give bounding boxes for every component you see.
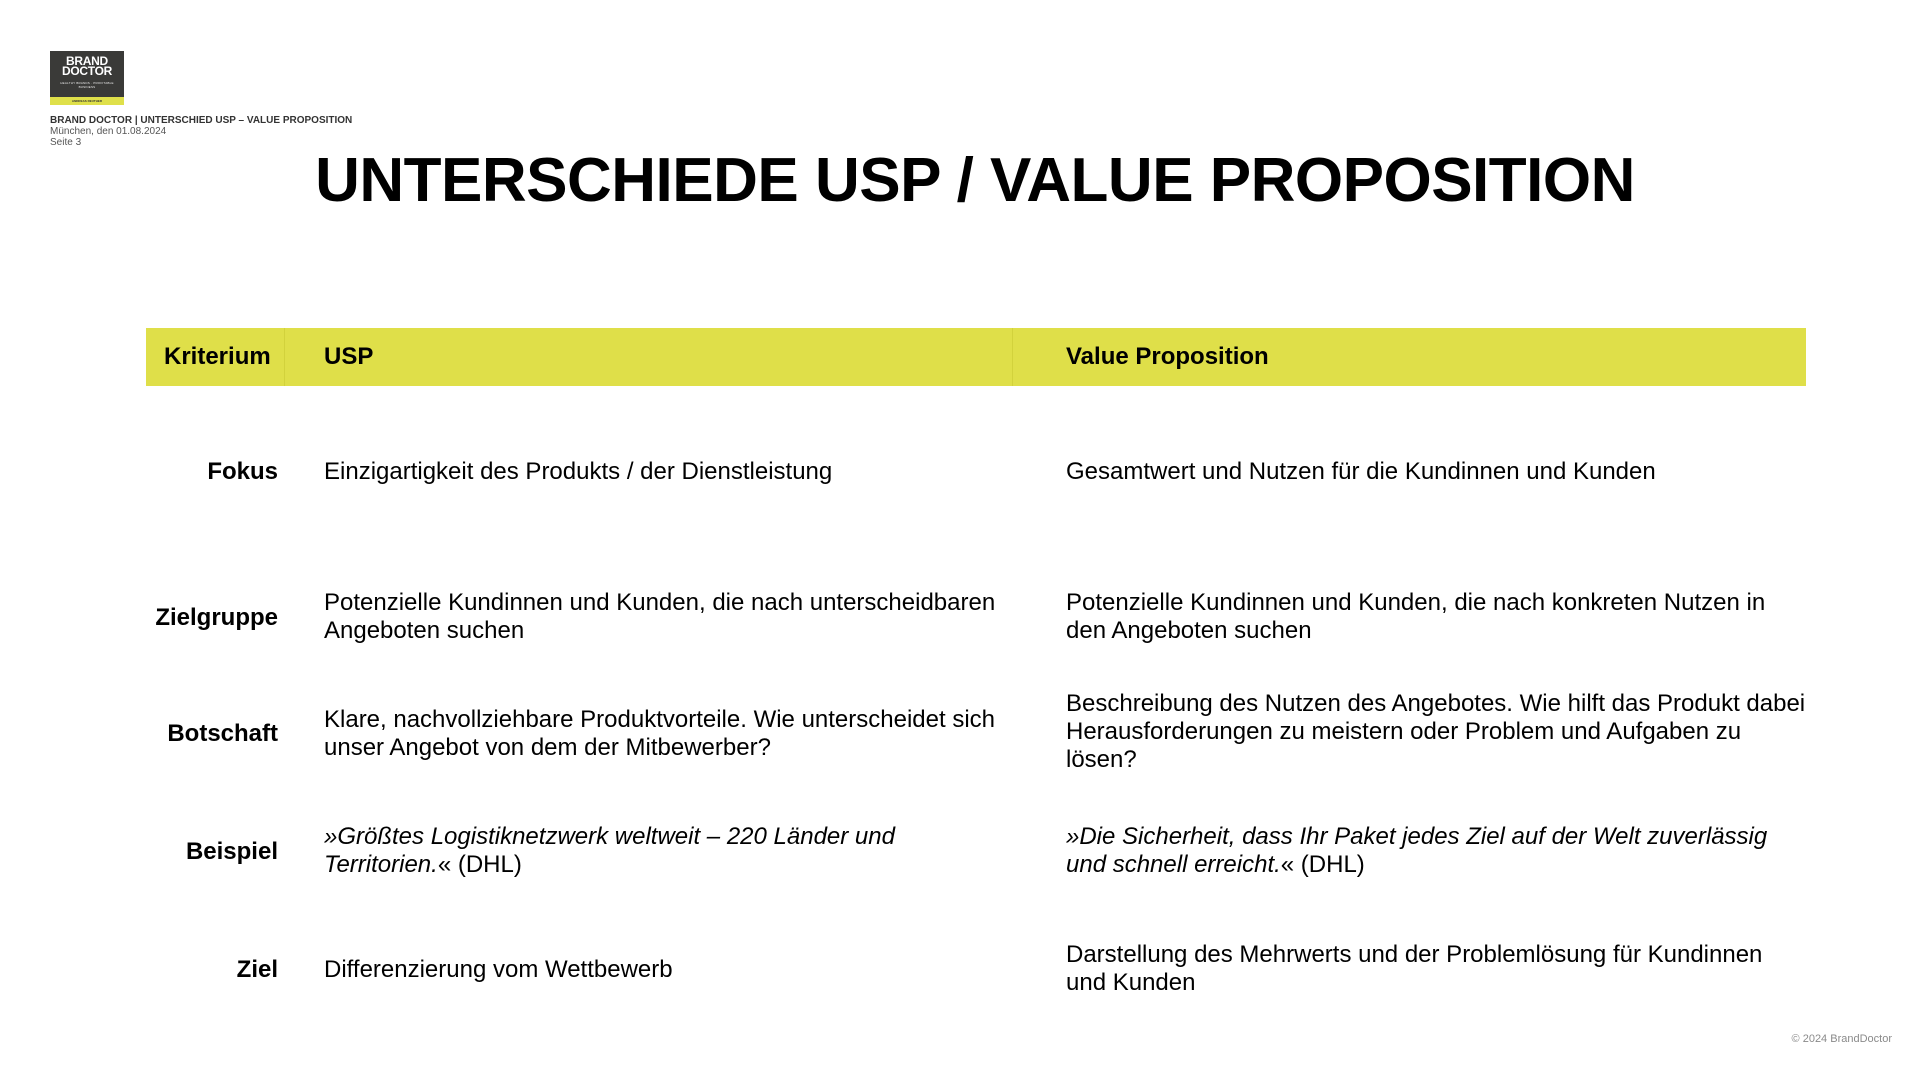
table-header	[146, 328, 1806, 386]
brand-doctor-logo	[50, 51, 124, 105]
header-value-proposition: Value Proposition	[1066, 343, 1269, 370]
header-usp: USP	[324, 343, 374, 370]
cell-value-proposition: Darstellung des Mehrwerts und der Problemlösung für Kundinnen und Kunden	[1066, 941, 1763, 996]
example-quote-vp: »Die Sicherheit, dass Ihr Paket jedes Ziel auf der Welt zuverlässig und schnell erreicht.	[1066, 823, 1768, 878]
cell-usp: Einzigartigkeit des Produkts / der Dienstleistung	[324, 458, 833, 485]
cell-usp	[324, 823, 1024, 879]
example-source-vp: « (DHL)	[1280, 851, 1365, 878]
row-label-fokus: Fokus	[207, 458, 278, 485]
cell-value-proposition: Beschreibung des Nutzen des Angebotes. Wie hilft das Produkt dabei Herausforderungen zu meistern oder Problem und Aufgaben zu lösen?	[1066, 690, 1806, 773]
logo-accent-bar	[50, 97, 124, 105]
copyright-footer: © 2024 BrandDoctor	[1791, 1033, 1892, 1045]
row-label-zielgruppe: Zielgruppe	[155, 604, 278, 631]
header-divider	[1012, 328, 1013, 386]
logo-bar-text: ANDREAS REUTHER	[71, 99, 103, 103]
page-number: Seite 3	[50, 137, 82, 148]
example-quote-usp: »Größtes Logistiknetzwerk weltweit – 220 Länder und Territorien.	[324, 823, 895, 878]
document-date: München, den 01.08.2024	[50, 126, 167, 137]
cell-usp: Klare, nachvollziehbare Produktvorteile. Wie unterscheidet sich unser Angebot von dem der Mitbewerber?	[324, 706, 996, 761]
example-source-usp: « (DHL)	[437, 851, 522, 878]
cell-value-proposition	[1066, 823, 1806, 879]
header-kriterium: Kriterium	[164, 343, 271, 370]
logo-text-line2: DOCTOR	[62, 64, 112, 78]
header-meta	[50, 115, 352, 148]
row-label-beispiel: Beispiel	[185, 838, 278, 865]
cell-value-proposition: Potenzielle Kundinnen und Kunden, die nach konkreten Nutzen in den Angeboten suchen	[1066, 589, 1766, 644]
logo-text-line1: BRAND	[66, 54, 108, 68]
cell-usp: Differenzierung vom Wettbewerb	[324, 956, 673, 983]
row-label-botschaft: Botschaft	[167, 720, 278, 747]
cell-usp: Potenzielle Kundinnen und Kunden, die nach unterscheidbaren Angeboten suchen	[324, 589, 996, 644]
comparison-table	[146, 328, 1806, 996]
document-title: BRAND DOCTOR | UNTERSCHIED USP – VALUE PROPOSITION	[50, 115, 353, 126]
cell-value-proposition: Gesamtwert und Nutzen für die Kundinnen und Kunden	[1066, 458, 1656, 485]
row-label-ziel: Ziel	[236, 956, 278, 983]
logo-tagline: HEALTHY BRANDS · PROFITABLE BUSINESS	[60, 81, 114, 89]
page-title: UNTERSCHIEDE USP / VALUE PROPOSITION	[315, 146, 1635, 215]
header-divider	[284, 328, 285, 386]
